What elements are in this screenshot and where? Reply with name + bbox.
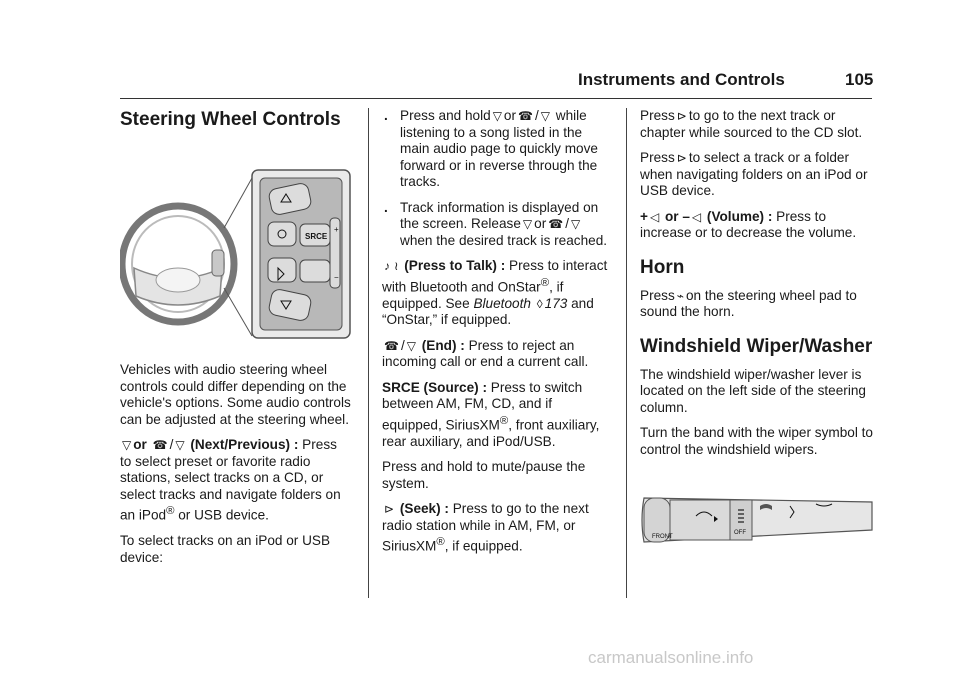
next-prev-paragraph: ▽ or ☎ / ▽ (Next/Previous) : Press to select preset or favorite radio stations, select tracks on a CD, or select tracks and navigate folders on an iPod® or USB device.: [120, 437, 341, 523]
horn-heading: Horn: [640, 256, 685, 278]
column-2: [382, 108, 614, 564]
page-number: 105: [845, 70, 874, 89]
steering-wheel-figure: [120, 168, 352, 340]
next-icon: ▽: [492, 109, 502, 123]
volume-icon: ◁: [691, 209, 702, 224]
next-icon: ▽: [522, 217, 533, 231]
talk-wave-icon: ≀: [394, 259, 399, 273]
seek-paragraph: ⊳ (Seek) : Press to go to the next radio station while in AM, FM, or SiriusXM®, if equipped.: [382, 501, 589, 554]
front-label: FRONT: [652, 534, 673, 540]
horn-icon: ⌁: [676, 288, 684, 303]
watermark: carmanualsonline.info: [588, 648, 754, 667]
mute-paragraph: Press and hold to mute/pause the system.: [382, 459, 586, 491]
svg-text:−: −: [334, 273, 339, 282]
wiper-lever-illustration: [640, 480, 876, 560]
prev-icon: ▽: [175, 438, 185, 452]
phone-end-icon: ☎: [152, 438, 168, 452]
header-rule: [120, 98, 872, 99]
bullet-press-hold: . Press and hold ▽ or ☎ / ▽ while listening to a song listed in the main audio page to quickly move forward or in reverse through the tracks.: [384, 108, 598, 189]
voice-talk-icon: ♪: [384, 259, 390, 273]
seek-icon: ⊳: [676, 109, 687, 123]
phone-end-icon: ☎: [384, 338, 399, 353]
svg-text:+: +: [334, 225, 339, 234]
next-icon: ▽: [122, 438, 132, 452]
horn-paragraph: Press ⌁ on the steering wheel pad to sound the horn.: [640, 287, 857, 319]
prev-icon: ▽: [540, 109, 550, 123]
intro-paragraph: Vehicles with audio steering wheel controls could differ depending on the vehicle's options. Some audio controls can be adjusted at the steering wheel.: [120, 362, 351, 427]
seek-icon: ⊳: [384, 502, 395, 517]
next-prev-label: (Next/Previous) :: [190, 437, 299, 452]
wiper-lever-figure: [640, 480, 876, 560]
column-divider-2: [626, 108, 627, 598]
ipod-select-paragraph: To select tracks on an iPod or USB device:: [120, 533, 331, 565]
srce-button-label: SRCE: [305, 232, 328, 241]
seek-cd-paragraph: Press ⊳ to go to the next track or chapter while sourced to the CD slot.: [640, 108, 863, 140]
page-ref-icon: ◊: [536, 296, 543, 311]
phone-end-icon: ☎: [548, 217, 564, 231]
prev-icon: ▽: [406, 338, 416, 353]
off-label: OFF: [734, 530, 746, 536]
steering-wheel-controls-heading: Steering Wheel Controls: [120, 109, 341, 130]
wiper-location-paragraph: The windshield wiper/washer lever is located on the left side of the steering column.: [640, 366, 866, 415]
bullet-track-info: . Track information is displayed on the screen. Release ▽ or ☎ / ▽ when the desired track is reached.: [384, 199, 608, 248]
source-paragraph: SRCE (Source) : Press to switch between AM, FM, CD, and if equipped, SiriusXM®, front auxiliary, rear auxiliary, and iPod/USB.: [382, 379, 600, 449]
column-divider-1: [368, 108, 369, 598]
seek-icon: ⊳: [676, 151, 687, 165]
column-3: [640, 108, 876, 560]
page-header: [0, 70, 960, 96]
phone-end-icon: ☎: [518, 109, 533, 123]
press-to-talk-paragraph: ♪ ≀ (Press to Talk) : Press to interact with Bluetooth and OnStar®, if equipped. See Bluetooth ◊ 173 and “OnStar,” if equipped.: [382, 258, 608, 328]
wiper-heading: Windshield Wiper/Washer: [640, 335, 873, 357]
volume-paragraph: + ◁ or – ◁ (Volume) : Press to increase or to decrease the volume.: [640, 208, 857, 240]
end-call-paragraph: ☎ / ▽ (End) : Press to reject an incoming call or end a current call.: [382, 337, 589, 370]
section-title: Instruments and Controls: [578, 70, 785, 89]
volume-icon: ◁: [649, 209, 660, 224]
prev-icon: ▽: [570, 217, 581, 231]
steering-wheel-illustration: [120, 168, 352, 340]
seek-folder-paragraph: Press ⊳ to select a track or a folder when navigating folders on an iPod or USB device.: [640, 150, 868, 198]
column-1: [120, 108, 352, 575]
wiper-control-paragraph: Turn the band with the wiper symbol to control the windshield wipers.: [640, 425, 873, 457]
